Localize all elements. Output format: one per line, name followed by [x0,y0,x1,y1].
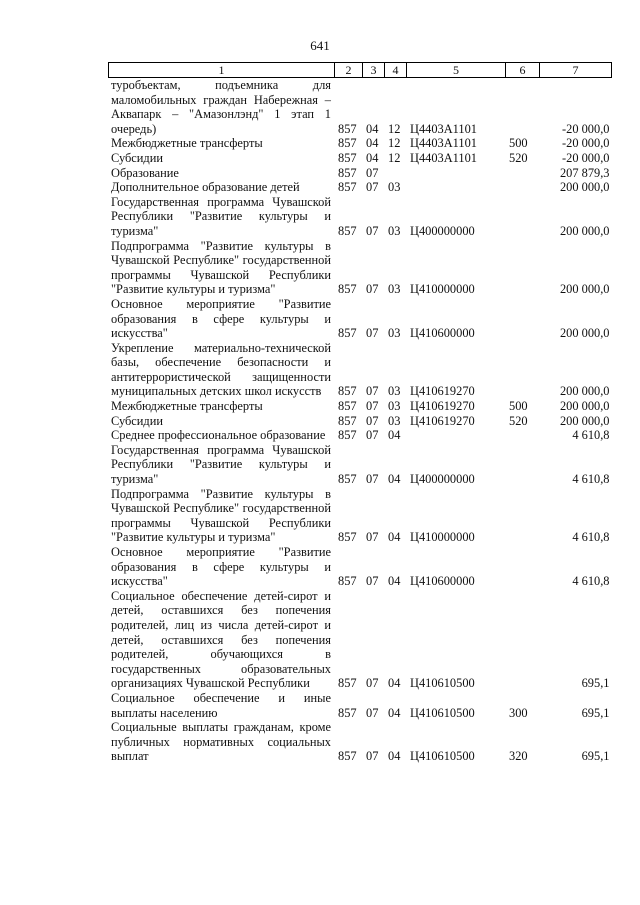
item-expense-type [506,195,540,239]
item-subsection-code: 03 [385,414,407,429]
item-expense-type [506,487,540,545]
item-amount: -20 000,0 [540,151,612,166]
item-ministry-code: 857 [335,428,363,443]
item-section-code: 07 [363,487,385,545]
item-expense-type: 520 [506,414,540,429]
item-section-code: 07 [363,691,385,720]
item-amount: 200 000,0 [540,180,612,195]
item-subsection-code: 04 [385,487,407,545]
item-name: Среднее профессиональное образование [109,428,335,443]
item-expense-type: 520 [506,151,540,166]
item-ministry-code: 857 [335,399,363,414]
header-col-4: 4 [385,63,407,78]
item-amount: -20 000,0 [540,78,612,137]
table-body [109,78,612,764]
table-row [109,151,612,166]
item-expense-type [506,78,540,137]
item-amount: 200 000,0 [540,399,612,414]
item-target-article: Ц410000000 [407,487,506,545]
item-amount: 200 000,0 [540,341,612,399]
item-expense-type: 300 [506,691,540,720]
table-row [109,195,612,239]
item-section-code: 07 [363,297,385,341]
item-ministry-code: 857 [335,239,363,297]
item-name: Социальное обеспечение детей-сирот и детей, оставшихся без попечения родителей, лиц из числа детей-сирот и детей, оставшихся без попечения родителей, обучающихся в государственных образовательных организациях Чувашской Республики [109,589,335,691]
table-row [109,239,612,297]
item-section-code: 07 [363,341,385,399]
table-row [109,720,612,764]
item-name: Основное мероприятие "Развитие образования в сфере культуры и искусства" [109,545,335,589]
item-amount: 4 610,8 [540,428,612,443]
item-ministry-code: 857 [335,720,363,764]
item-subsection-code: 03 [385,341,407,399]
item-name: Социальное обеспечение и иные выплаты населению [109,691,335,720]
item-target-article: Ц4403А1101 [407,136,506,151]
item-target-article: Ц410610500 [407,720,506,764]
item-ministry-code: 857 [335,180,363,195]
table-row [109,297,612,341]
table-row [109,136,612,151]
table-row [109,180,612,195]
item-section-code: 07 [363,195,385,239]
item-name: Подпрограмма "Развитие культуры в Чувашской Республике" государственной программы Чувашской Республики "Развитие культуры и туризма" [109,239,335,297]
item-section-code: 07 [363,428,385,443]
item-expense-type [506,180,540,195]
item-subsection-code: 03 [385,239,407,297]
table-header [109,63,612,78]
item-name: Межбюджетные трансферты [109,136,335,151]
item-name: туробъектам, подъемника для маломобильных граждан Набережная – Аквапарк – "Амазонлэнд" 1 этап 1 очередь) [109,78,335,137]
item-ministry-code: 857 [335,487,363,545]
header-row [109,63,612,78]
item-amount: 4 610,8 [540,487,612,545]
item-ministry-code: 857 [335,691,363,720]
item-section-code: 04 [363,151,385,166]
item-section-code: 07 [363,239,385,297]
item-ministry-code: 857 [335,195,363,239]
item-subsection-code: 04 [385,428,407,443]
item-amount: 200 000,0 [540,239,612,297]
item-ministry-code: 857 [335,414,363,429]
item-subsection-code: 04 [385,545,407,589]
header-col-1: 1 [109,63,335,78]
item-expense-type [506,297,540,341]
item-target-article: Ц400000000 [407,443,506,487]
item-amount: 207 879,3 [540,166,612,181]
item-expense-type [506,166,540,181]
item-name: Межбюджетные трансферты [109,399,335,414]
table-row [109,166,612,181]
item-section-code: 07 [363,443,385,487]
item-expense-type [506,589,540,691]
item-target-article: Ц410619270 [407,341,506,399]
item-ministry-code: 857 [335,589,363,691]
item-ministry-code: 857 [335,297,363,341]
item-target-article: Ц410610500 [407,691,506,720]
item-expense-type [506,239,540,297]
header-col-2: 2 [335,63,363,78]
item-subsection-code: 03 [385,399,407,414]
item-expense-type [506,428,540,443]
table-row [109,399,612,414]
table-row [109,545,612,589]
item-amount: 695,1 [540,691,612,720]
item-amount: 200 000,0 [540,195,612,239]
item-amount: 200 000,0 [540,297,612,341]
item-subsection-code: 12 [385,78,407,137]
table-row [109,341,612,399]
item-section-code: 07 [363,589,385,691]
item-target-article [407,166,506,181]
item-amount: 4 610,8 [540,443,612,487]
item-ministry-code: 857 [335,545,363,589]
header-col-7: 7 [540,63,612,78]
item-target-article: Ц410600000 [407,545,506,589]
table-row [109,443,612,487]
item-subsection-code: 12 [385,151,407,166]
item-amount: -20 000,0 [540,136,612,151]
item-ministry-code: 857 [335,166,363,181]
item-subsection-code: 04 [385,720,407,764]
item-expense-type: 500 [506,136,540,151]
budget-table [108,62,612,764]
table-row [109,428,612,443]
item-subsection-code: 03 [385,195,407,239]
item-target-article: Ц410619270 [407,399,506,414]
item-name: Социальные выплаты гражданам, кроме публичных нормативных социальных выплат [109,720,335,764]
table-row [109,78,612,137]
item-expense-type [506,545,540,589]
item-subsection-code: 04 [385,443,407,487]
table-row [109,691,612,720]
item-expense-type: 500 [506,399,540,414]
item-target-article: Ц410610500 [407,589,506,691]
item-subsection-code: 04 [385,589,407,691]
item-name: Образование [109,166,335,181]
item-target-article: Ц410000000 [407,239,506,297]
table-row [109,589,612,691]
item-section-code: 07 [363,180,385,195]
item-name: Дополнительное образование детей [109,180,335,195]
item-name: Субсидии [109,414,335,429]
item-section-code: 07 [363,166,385,181]
item-name: Основное мероприятие "Развитие образования в сфере культуры и искусства" [109,297,335,341]
item-expense-type [506,341,540,399]
item-section-code: 07 [363,399,385,414]
item-target-article: Ц4403А1101 [407,78,506,137]
item-name: Субсидии [109,151,335,166]
item-section-code: 07 [363,545,385,589]
item-target-article: Ц410619270 [407,414,506,429]
item-subsection-code: 12 [385,136,407,151]
item-name: Укрепление материально-технической базы, обеспечение безопасности и антитеррористической защищенности муниципальных детских школ искусств [109,341,335,399]
item-target-article: Ц410600000 [407,297,506,341]
item-section-code: 07 [363,720,385,764]
item-ministry-code: 857 [335,151,363,166]
header-col-5: 5 [407,63,506,78]
item-amount: 695,1 [540,589,612,691]
table-row [109,414,612,429]
item-target-article [407,428,506,443]
item-amount: 200 000,0 [540,414,612,429]
table-row [109,487,612,545]
item-expense-type: 320 [506,720,540,764]
item-ministry-code: 857 [335,443,363,487]
item-subsection-code: 04 [385,691,407,720]
item-subsection-code [385,166,407,181]
item-name: Подпрограмма "Развитие культуры в Чувашской Республике" государственной программы Чувашской Республики "Развитие культуры и туризма" [109,487,335,545]
item-expense-type [506,443,540,487]
item-section-code: 04 [363,78,385,137]
page-number: 641 [310,38,330,53]
item-amount: 4 610,8 [540,545,612,589]
item-target-article [407,180,506,195]
item-ministry-code: 857 [335,78,363,137]
item-target-article: Ц400000000 [407,195,506,239]
header-col-6: 6 [506,63,540,78]
item-ministry-code: 857 [335,341,363,399]
item-subsection-code: 03 [385,297,407,341]
item-subsection-code: 03 [385,180,407,195]
item-amount: 695,1 [540,720,612,764]
item-name: Государственная программа Чувашской Республики "Развитие культуры и туризма" [109,195,335,239]
item-name: Государственная программа Чувашской Республики "Развитие культуры и туризма" [109,443,335,487]
header-col-3: 3 [363,63,385,78]
item-section-code: 04 [363,136,385,151]
item-ministry-code: 857 [335,136,363,151]
item-target-article: Ц4403А1101 [407,151,506,166]
item-section-code: 07 [363,414,385,429]
